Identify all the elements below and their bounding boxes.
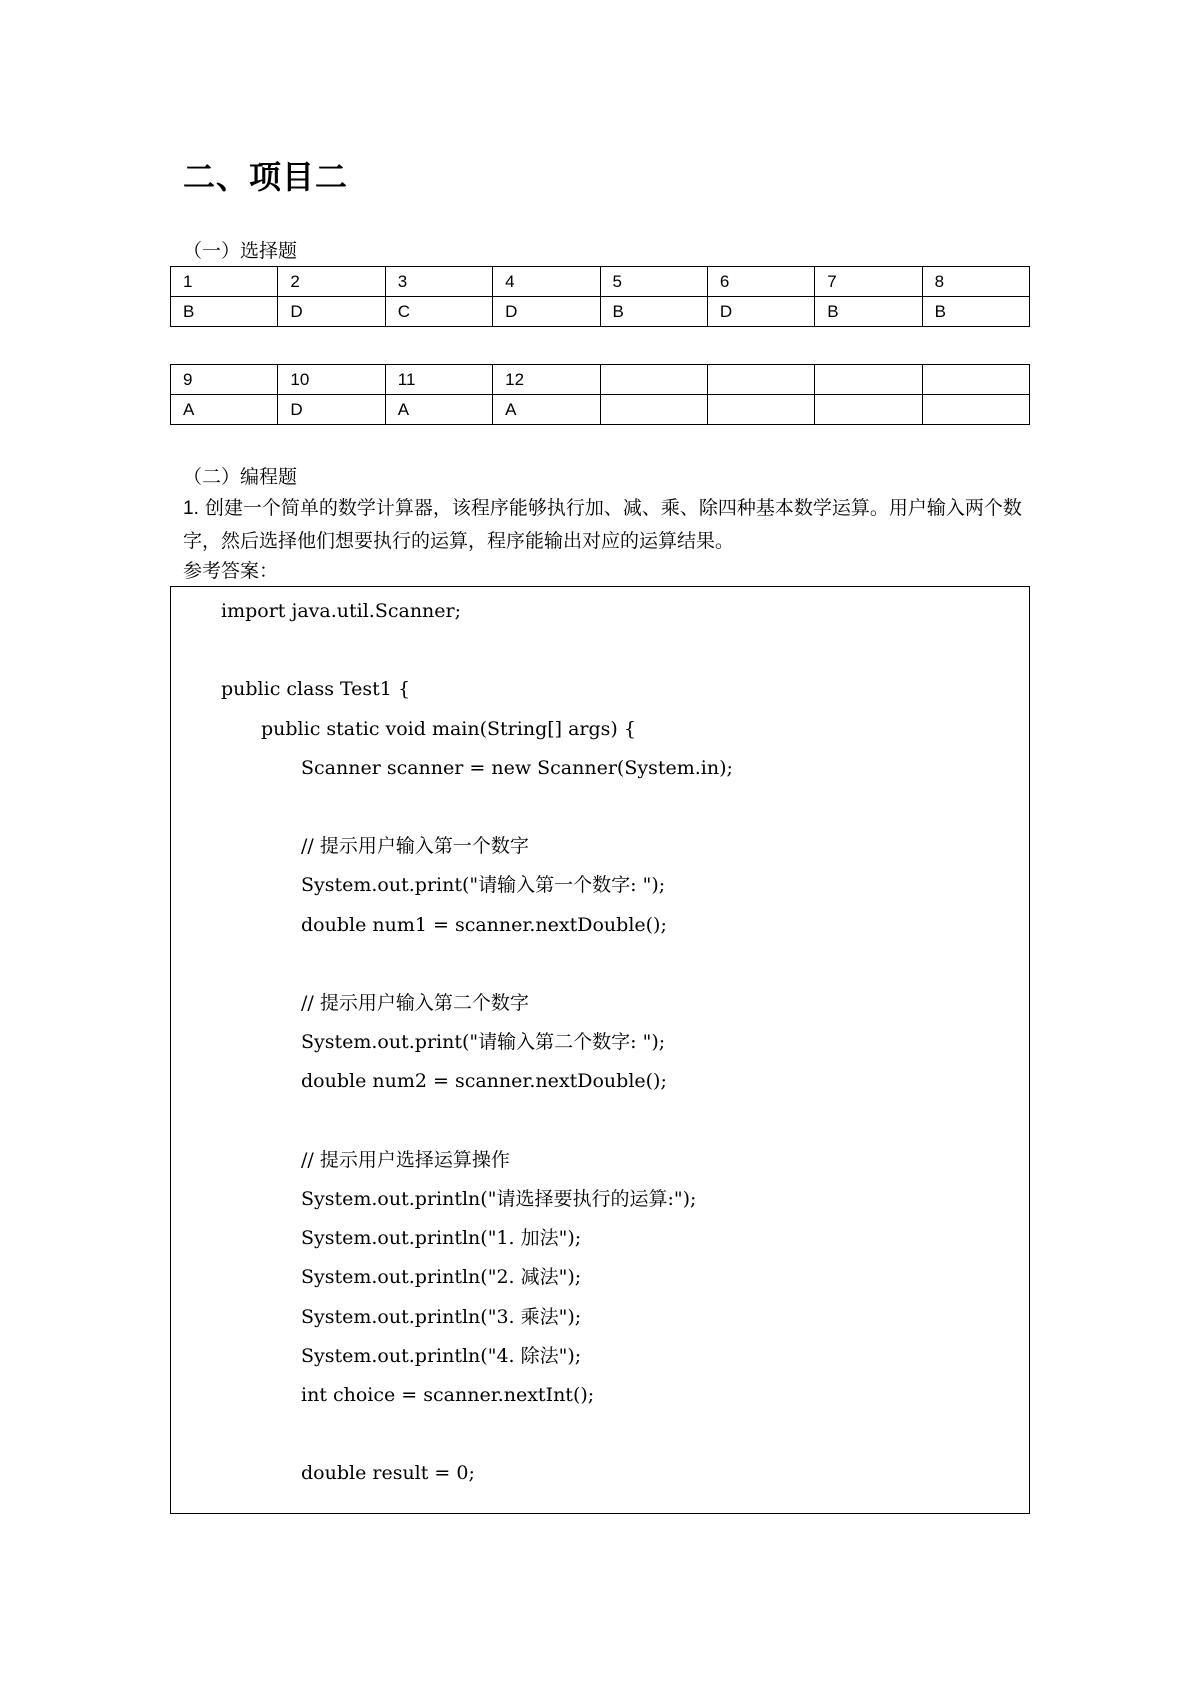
question-number: 7 [815, 267, 922, 297]
code-line: System.out.println("2. 减法"); [301, 1266, 582, 1289]
question-number [922, 365, 1029, 395]
code-line: System.out.println("请选择要执行的运算:"); [301, 1188, 697, 1210]
question-number [600, 365, 707, 395]
code-line: // 提示用户输入第二个数字 [301, 992, 529, 1014]
code-line: // 提示用户输入第一个数字 [301, 835, 529, 858]
answer-cell [600, 395, 707, 425]
answer-cell: D [278, 395, 385, 425]
answer-cell [815, 395, 922, 425]
question-number [707, 365, 814, 395]
answer-cell: B [922, 297, 1029, 327]
answer-cell [922, 395, 1029, 425]
code-line: System.out.print("请输入第一个数字: "); [301, 874, 666, 897]
answer-cell: D [707, 297, 814, 327]
answer-cell: B [600, 297, 707, 327]
code-line: public static void main(String[] args) { [261, 717, 636, 740]
question-number: 6 [707, 267, 814, 297]
code-line: System.out.print("请输入第二个数字: "); [301, 1031, 666, 1054]
question-number: 9 [171, 365, 278, 395]
question-number: 2 [278, 267, 385, 297]
answer-cell: A [493, 395, 600, 425]
question-text [183, 492, 1028, 557]
code-line: import java.util.Scanner; [221, 600, 462, 622]
answer-cell: C [385, 297, 492, 327]
reference-answer-label: 参考答案： [183, 560, 279, 582]
question-number: 8 [922, 267, 1029, 297]
code-line: int choice = scanner.nextInt(); [301, 1384, 595, 1406]
question-number: 5 [600, 267, 707, 297]
code-line: System.out.println("4. 除法"); [301, 1344, 582, 1367]
code-line: public class Test1 { [221, 678, 411, 701]
code-line: double num2 = scanner.nextDouble(); [301, 1070, 667, 1093]
code-line: double result = 0; [301, 1462, 475, 1485]
code-line: System.out.println("1. 加法"); [301, 1227, 582, 1250]
question-number: 4 [493, 267, 600, 297]
question-number-label: 1. [183, 498, 199, 519]
code-line: Scanner scanner = new Scanner(System.in); [301, 756, 733, 779]
code-line: // 提示用户选择运算操作 [301, 1148, 510, 1171]
question-number: 1 [171, 267, 278, 297]
answer-cell: B [171, 297, 278, 327]
question-number: 3 [385, 267, 492, 297]
programming-title: （二）编程题 [183, 466, 298, 488]
answer-cell: D [493, 297, 600, 327]
multiple-choice-title: （一）选择题 [183, 240, 298, 262]
answer-table-2 [170, 364, 1030, 425]
question-number: 12 [493, 365, 600, 395]
answer-cell: A [171, 395, 278, 425]
code-line: System.out.println("3. 乘法"); [301, 1305, 582, 1328]
code-line: double num1 = scanner.nextDouble(); [301, 913, 667, 936]
question-number: 11 [385, 365, 492, 395]
answer-cell: B [815, 297, 922, 327]
answer-cell: A [385, 395, 492, 425]
answer-table-1 [170, 266, 1030, 327]
question-number [815, 365, 922, 395]
question-number-row [171, 365, 1030, 395]
answer-cell: D [278, 297, 385, 327]
answer-row [171, 395, 1030, 425]
question-body: 创建一个简单的数学计算器，该程序能够执行加、减、乘、除四种基本数学运算。用户输入两个数字，然后选择他们想要执行的运算，程序能输出对应的运算结果。 [183, 497, 1022, 552]
question-number: 10 [278, 365, 385, 395]
section-heading: 二、项目二 [183, 158, 349, 196]
code-block [170, 586, 1030, 1514]
answer-row [171, 297, 1030, 327]
answer-cell [707, 395, 814, 425]
question-number-row [171, 267, 1030, 297]
